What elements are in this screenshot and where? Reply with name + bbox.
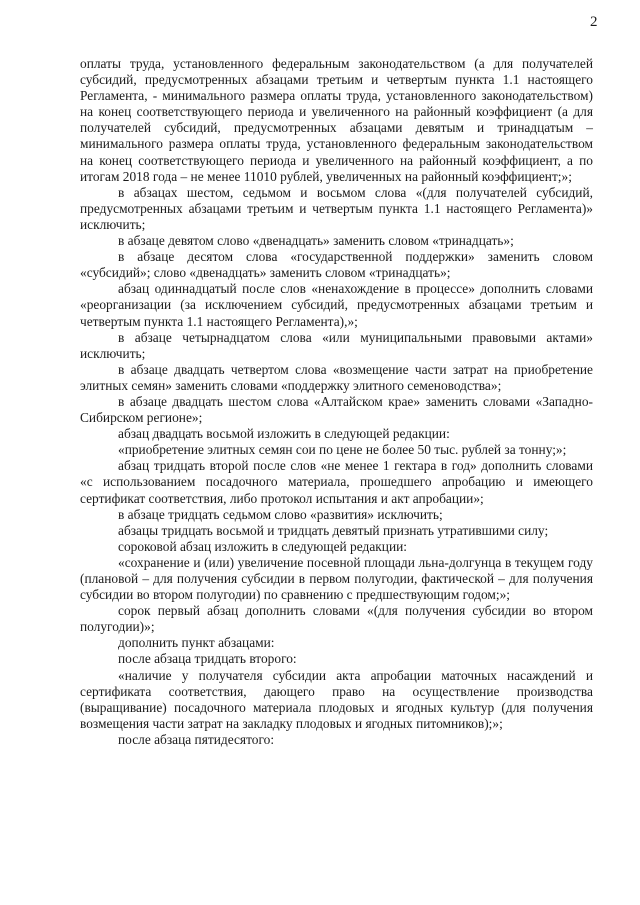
paragraph: в абзаце десятом слова «государственной поддержки» заменить словом «субсидий»; слово «двенадцать» заменить словом «тринадцать»; — [80, 249, 593, 281]
paragraph: абзац двадцать восьмой изложить в следующей редакции: — [118, 426, 450, 442]
paragraph: в абзаце девятом слово «двенадцать» заменить словом «тринадцать»; — [118, 233, 514, 249]
paragraph: в абзаце двадцать четвертом слова «возмещение части затрат на приобретение элитных семян» заменить словами «поддержку элитного семеноводства»; — [80, 361, 593, 393]
paragraph: абзацы тридцать восьмой и тридцать девятый признать утратившими силу; — [118, 522, 549, 538]
paragraph: «приобретение элитных семян сои по цене не более 50 тыс. рублей за тонну;»; — [118, 442, 567, 458]
paragraph: дополнить пункт абзацами: — [118, 635, 275, 651]
paragraph: в абзаце четырнадцатом слова «или муниципальными правовыми актами» исключить; — [80, 329, 593, 361]
paragraph: оплаты труда, установленного федеральным законодательством (а для получателей субсидий, предусмотренных абзацами третьим и четвертым пункта 1.1 настоящего Регламента, - минимального размера оплаты труда, установленного законодательством) на конец соответствующего периода и увеличенного на районный коэффициент (а для получателей субсидий, предусмотренных абзацами девятым и тринадцатым – минимального размера оплаты труда, установленного федеральным законодательством на конец соответствующего периода и увеличенного на районный коэффициент, а по итогам 2018 года – не менее 11010 рублей, увеличенных на районный коэффициент;»; — [80, 56, 593, 184]
paragraph: абзац тридцать второй после слов «не менее 1 гектара в год» дополнить словами «с использованием посадочного материала, прошедшего апробацию и имеющего сертификат соответствия, либо протокол испытания и акт апробации»; — [80, 458, 593, 506]
paragraph: «сохранение и (или) увеличение посевной площади льна-долгунца в текущем году (плановой – для получения субсидии в первом полугодии, фактической – для получения субсидии во втором полугодии) по сравнению с предшествующим годом;»; — [80, 554, 593, 603]
paragraph: после абзаца тридцать второго: — [118, 651, 297, 667]
paragraph: в абзаце двадцать шестом слова «Алтайском крае» заменить словами «Западно-Сибирском регионе»; — [80, 393, 593, 426]
document-body — [80, 56, 593, 748]
paragraph: в абзацах шестом, седьмом и восьмом слова «(для получателей субсидий, предусмотренных абзацами третьим и четвертым пункта 1.1 настоящего Регламента)» исключить; — [80, 184, 593, 232]
paragraph: сороковой абзац изложить в следующей редакции: — [118, 538, 408, 554]
page-number: 2 — [590, 14, 598, 30]
paragraph: в абзаце тридцать седьмом слово «развития» исключить; — [118, 506, 443, 522]
paragraph: «наличие у получателя субсидии акта апробации маточных насаждений и сертификата соответствия, дающего право на осуществление производства (выращивание) посадочного материала плодовых и ягодных культур (для получения возмещения части затрат на закладку плодовых и ягодных питомников);»; — [80, 667, 593, 731]
paragraph: после абзаца пятидесятого: — [118, 731, 275, 747]
paragraph: сорок первый абзац дополнить словами «(для получения субсидии во втором полугодии)»; — [80, 603, 593, 635]
paragraph: абзац одиннадцатый после слов «ненахождение в процессе» дополнить словами «реорганизации (за исключением субсидий, предусмотренных абзацами третьим и четвертым пункта 1.1 настоящего Регламента),»; — [80, 281, 593, 329]
